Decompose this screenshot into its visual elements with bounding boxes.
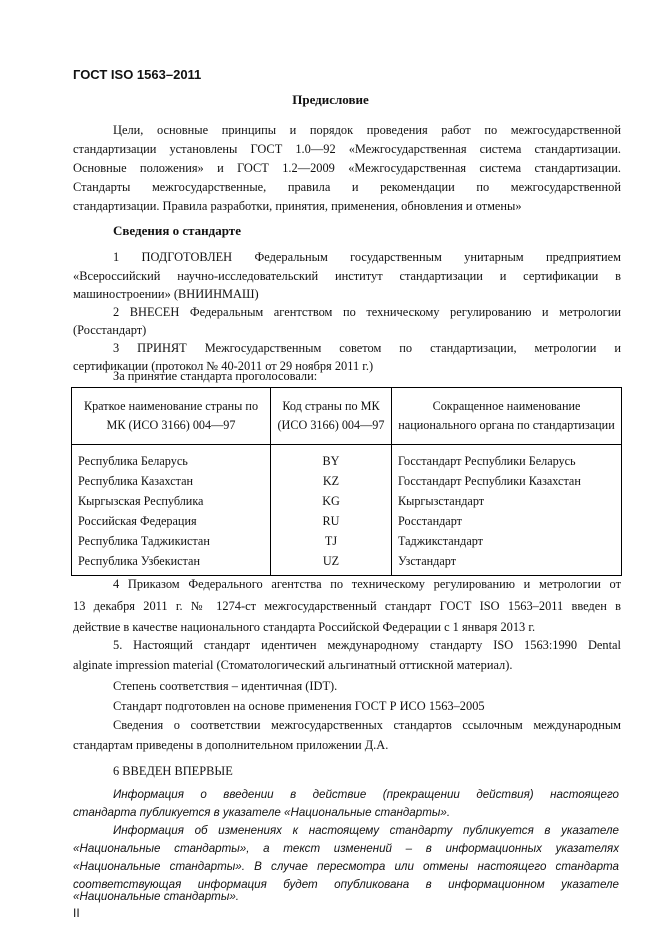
about-line: «Всероссийский научно-исследовательский институт стандартизации и сертификации в: [73, 269, 621, 283]
table-row: [72, 531, 622, 551]
code-cell: UZ: [271, 551, 392, 576]
code-cell: TJ: [271, 531, 392, 551]
about-line: 1 ПОДГОТОВЛЕН Федеральным государственным унитарным предприятием: [113, 250, 621, 264]
document-title: ГОСТ ISO 1563–2011: [73, 67, 202, 82]
about-line: сертификации (протокол № 40-2011 от 29 ноября 2011 г.): [73, 359, 374, 373]
page-number: II: [73, 906, 80, 920]
after-line: действие в качестве национального стандарта Российской Федерации с 1 января 2013 г.: [73, 620, 536, 634]
country-cell: Республика Узбекистан: [72, 551, 271, 576]
country-cell: Республика Таджикистан: [72, 531, 271, 551]
country-cell: Кыргызская Республика: [72, 491, 271, 511]
foreword-line: Стандарты межгосударственные, правила и рекомендации по межгосударственной: [73, 180, 621, 194]
after-line: стандартам приведены в дополнительном приложении Д.А.: [73, 738, 389, 752]
about-line: (Росстандарт): [73, 323, 147, 337]
table-header-body: Сокращенное наименование национального органа по стандартизации: [392, 388, 622, 445]
country-cell: Российская Федерация: [72, 511, 271, 531]
table-row: [72, 511, 622, 531]
country-cell: Республика Беларусь: [72, 445, 271, 472]
table-header-code: Код страны по МК (ИСО 3166) 004—97: [271, 388, 392, 445]
after-line: Стандарт подготовлен на основе применения ГОСТ Р ИСО 1563–2005: [113, 699, 485, 713]
foreword-line: стандартизации. Правила разработки, принятия, применения, обновления и отмены»: [73, 199, 522, 213]
body-cell: Росстандарт: [392, 511, 622, 531]
body-cell: Узстандарт: [392, 551, 622, 576]
code-cell: KZ: [271, 471, 392, 491]
table-row: [72, 551, 622, 576]
after-line: alginate impression material (Стоматологический альгинатный оттискной материал).: [73, 658, 513, 672]
body-cell: Госстандарт Республики Казахстан: [392, 471, 622, 491]
code-cell: RU: [271, 511, 392, 531]
info-line: соответствующая информация будет опубликована в информационном указателе: [73, 878, 619, 891]
info-line: Информация о введении в действие (прекращении действия) настоящего: [113, 788, 619, 801]
about-line: машиностроении» (ВНИИНМАШ): [73, 287, 259, 301]
after-line: 4 Приказом Федерального агентства по техническому регулированию и метрологии от: [113, 577, 621, 591]
info-line: «Национальные стандарты».: [73, 890, 240, 903]
info-line: Информация об изменениях к настоящему стандарту публикуется в указателе: [113, 824, 619, 837]
info-line: стандарта публикуется в указателе «Национальные стандарты».: [73, 806, 451, 819]
about-standard-heading: Сведения о стандарте: [113, 223, 241, 238]
body-cell: Таджикстандарт: [392, 531, 622, 551]
code-cell: KG: [271, 491, 392, 511]
foreword-line: Цели, основные принципы и порядок проведения работ по межгосударственной: [113, 123, 621, 137]
code-cell: BY: [271, 445, 392, 472]
body-cell: Кыргызстандарт: [392, 491, 622, 511]
about-line: 3 ПРИНЯТ Межгосударственным советом по стандартизации, метрологии и: [113, 341, 621, 355]
table-row: [72, 471, 622, 491]
body-cell: Госстандарт Республики Беларусь: [392, 445, 622, 472]
table-header-country: Краткое наименование страны по МК (ИСО 3166) 004—97: [72, 388, 271, 445]
about-line: 2 ВНЕСЕН Федеральным агентством по техническому регулированию и метрологии: [113, 305, 621, 319]
after-line: 6 ВВЕДЕН ВПЕРВЫЕ: [113, 764, 233, 778]
foreword-heading: Предисловие: [292, 92, 369, 107]
country-cell: Республика Казахстан: [72, 471, 271, 491]
foreword-line: Основные положения» и ГОСТ 1.2—2009 «Межгосударственная система стандартизации.: [73, 161, 621, 175]
info-line: «Национальные стандарты». В случае пересмотра или отмены настоящего стандарта: [73, 860, 619, 873]
after-line: 5. Настоящий стандарт идентичен международному стандарту ISO 1563:1990 Dental: [113, 638, 621, 652]
after-line: 13 декабря 2011 г. № 1274-ст межгосударственный стандарт ГОСТ ISO 1563–2011 введен в: [73, 599, 621, 613]
after-line: Степень соответствия – идентичная (IDT).: [113, 679, 338, 693]
after-line: Сведения о соответствии межгосударственных стандартов ссылочным международным: [113, 718, 621, 732]
table-row: [72, 445, 622, 472]
foreword-line: стандартизации установлены ГОСТ 1.0—92 «Межгосударственная система стандартизации.: [73, 142, 621, 156]
table-row: [72, 491, 622, 511]
info-line: «Национальные стандарты», а текст изменений – в информационных указателях: [73, 842, 619, 855]
voting-table: [71, 387, 622, 576]
about-line: За принятие стандарта проголосовали:: [113, 369, 318, 383]
